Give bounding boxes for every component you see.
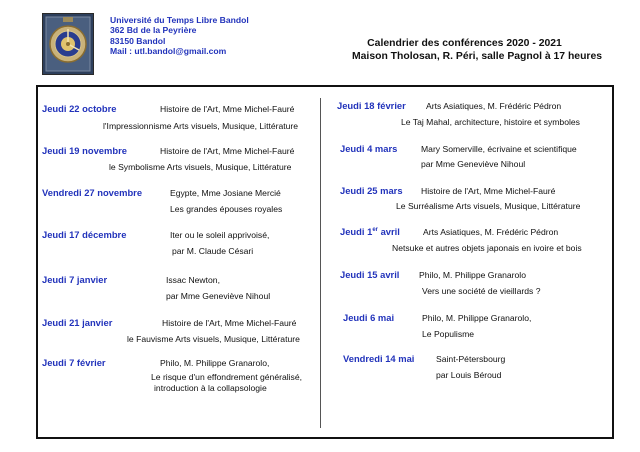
date-ordinal: er	[372, 226, 378, 233]
event-line: Le Populisme	[422, 329, 475, 339]
event-date: Jeudi 17 décembre	[42, 229, 127, 240]
event-line: par Mme Geneviève Nihoul	[166, 291, 271, 301]
calendar-frame	[36, 85, 614, 439]
event-date: Jeudi 18 février	[337, 100, 406, 111]
event-date: Jeudi 25 mars	[340, 185, 403, 196]
event-line: Histoire de l'Art, Mme Michel-Fauré	[160, 146, 295, 156]
org-name: Université du Temps Libre Bandol	[110, 15, 249, 25]
event-line: l'Impressionnisme Arts visuels, Musique, Littérature	[103, 121, 299, 131]
event-line: par Mme Geneviève Nihoul	[421, 159, 526, 169]
event-line: Philo, M. Philippe Granarolo	[419, 270, 526, 280]
date-prefix: Jeudi 1	[340, 226, 373, 237]
event-date: Jeudi 7 février	[42, 357, 106, 368]
event-line: Le Taj Mahal, architecture, histoire et symboles	[401, 117, 580, 127]
event-line: Histoire de l'Art, Mme Michel-Fauré	[162, 318, 297, 328]
utl-logo	[42, 13, 94, 75]
calendar-header	[352, 37, 603, 63]
org-mail: Mail : utl.bandol@gmail.com	[110, 46, 227, 57]
event-line: Iter ou le soleil apprivoisé,	[170, 230, 270, 240]
event-date: Vendredi 14 mai	[343, 353, 415, 364]
event-line: par Louis Béroud	[436, 370, 502, 380]
event-line: Histoire de l'Art, Mme Michel-Fauré	[421, 186, 556, 196]
astronomical-clock-icon	[43, 14, 93, 74]
event-date: Jeudi 22 octobre	[42, 103, 117, 114]
event-line: Arts Asiatiques, M. Frédéric Pédron	[426, 101, 562, 111]
event-line: Issac Newton,	[166, 275, 220, 285]
event-line: le Fauvisme Arts visuels, Musique, Littérature	[127, 334, 300, 344]
event-line: introduction à la collapsologie	[154, 383, 267, 393]
column-divider	[320, 98, 321, 428]
event-date: Vendredi 27 novembre	[42, 187, 143, 198]
event-line: Philo, M. Philippe Granarolo,	[422, 313, 532, 323]
event-date: Jeudi 21 janvier	[42, 317, 113, 328]
event-line: Netsuke et autres objets japonais en ivoire et bois	[392, 243, 582, 253]
event-date: Jeudi 6 mai	[343, 312, 395, 323]
event-line: Le risque d'un effondrement généralisé,	[151, 372, 303, 382]
event-date: Jeudi 15 avril	[340, 269, 400, 280]
event-line: Histoire de l'Art, Mme Michel-Fauré	[160, 104, 295, 114]
event-line: le Symbolisme Arts visuels, Musique, Littérature	[109, 162, 292, 172]
event-line: Philo, M. Philippe Granarolo,	[160, 358, 270, 368]
event-date: Jeudi 19 novembre	[42, 145, 127, 156]
event-line: Saint-Pétersbourg	[436, 354, 506, 364]
organization-block	[110, 15, 249, 57]
event-date: Jeudi 4 mars	[340, 143, 398, 154]
event-line: par M. Claude Césari	[172, 246, 254, 256]
org-street: 362 Bd de la Peyrière	[110, 25, 197, 36]
date-suffix: avril	[377, 226, 400, 237]
event-line: Egypte, Mme Josiane Mercié	[170, 188, 281, 198]
event-line: Le Surréalisme Arts visuels, Musique, Littérature	[396, 201, 581, 211]
calendar-title: Calendrier des conférences 2020 - 2021	[367, 38, 562, 49]
venue-line: Maison Tholosan, R. Péri, salle Pagnol à 17 heures	[352, 51, 603, 62]
org-city: 83150 Bandol	[110, 35, 166, 46]
event-line: Vers une société de vieillards ?	[422, 286, 541, 296]
event-line: Arts Asiatiques, M. Frédéric Pédron	[423, 227, 559, 237]
event-line: Mary Somerville, écrivaine et scientifique	[421, 144, 577, 154]
event-date	[340, 226, 400, 238]
event-line: Les grandes épouses royales	[170, 204, 283, 214]
event-date: Jeudi 7 janvier	[42, 274, 108, 285]
